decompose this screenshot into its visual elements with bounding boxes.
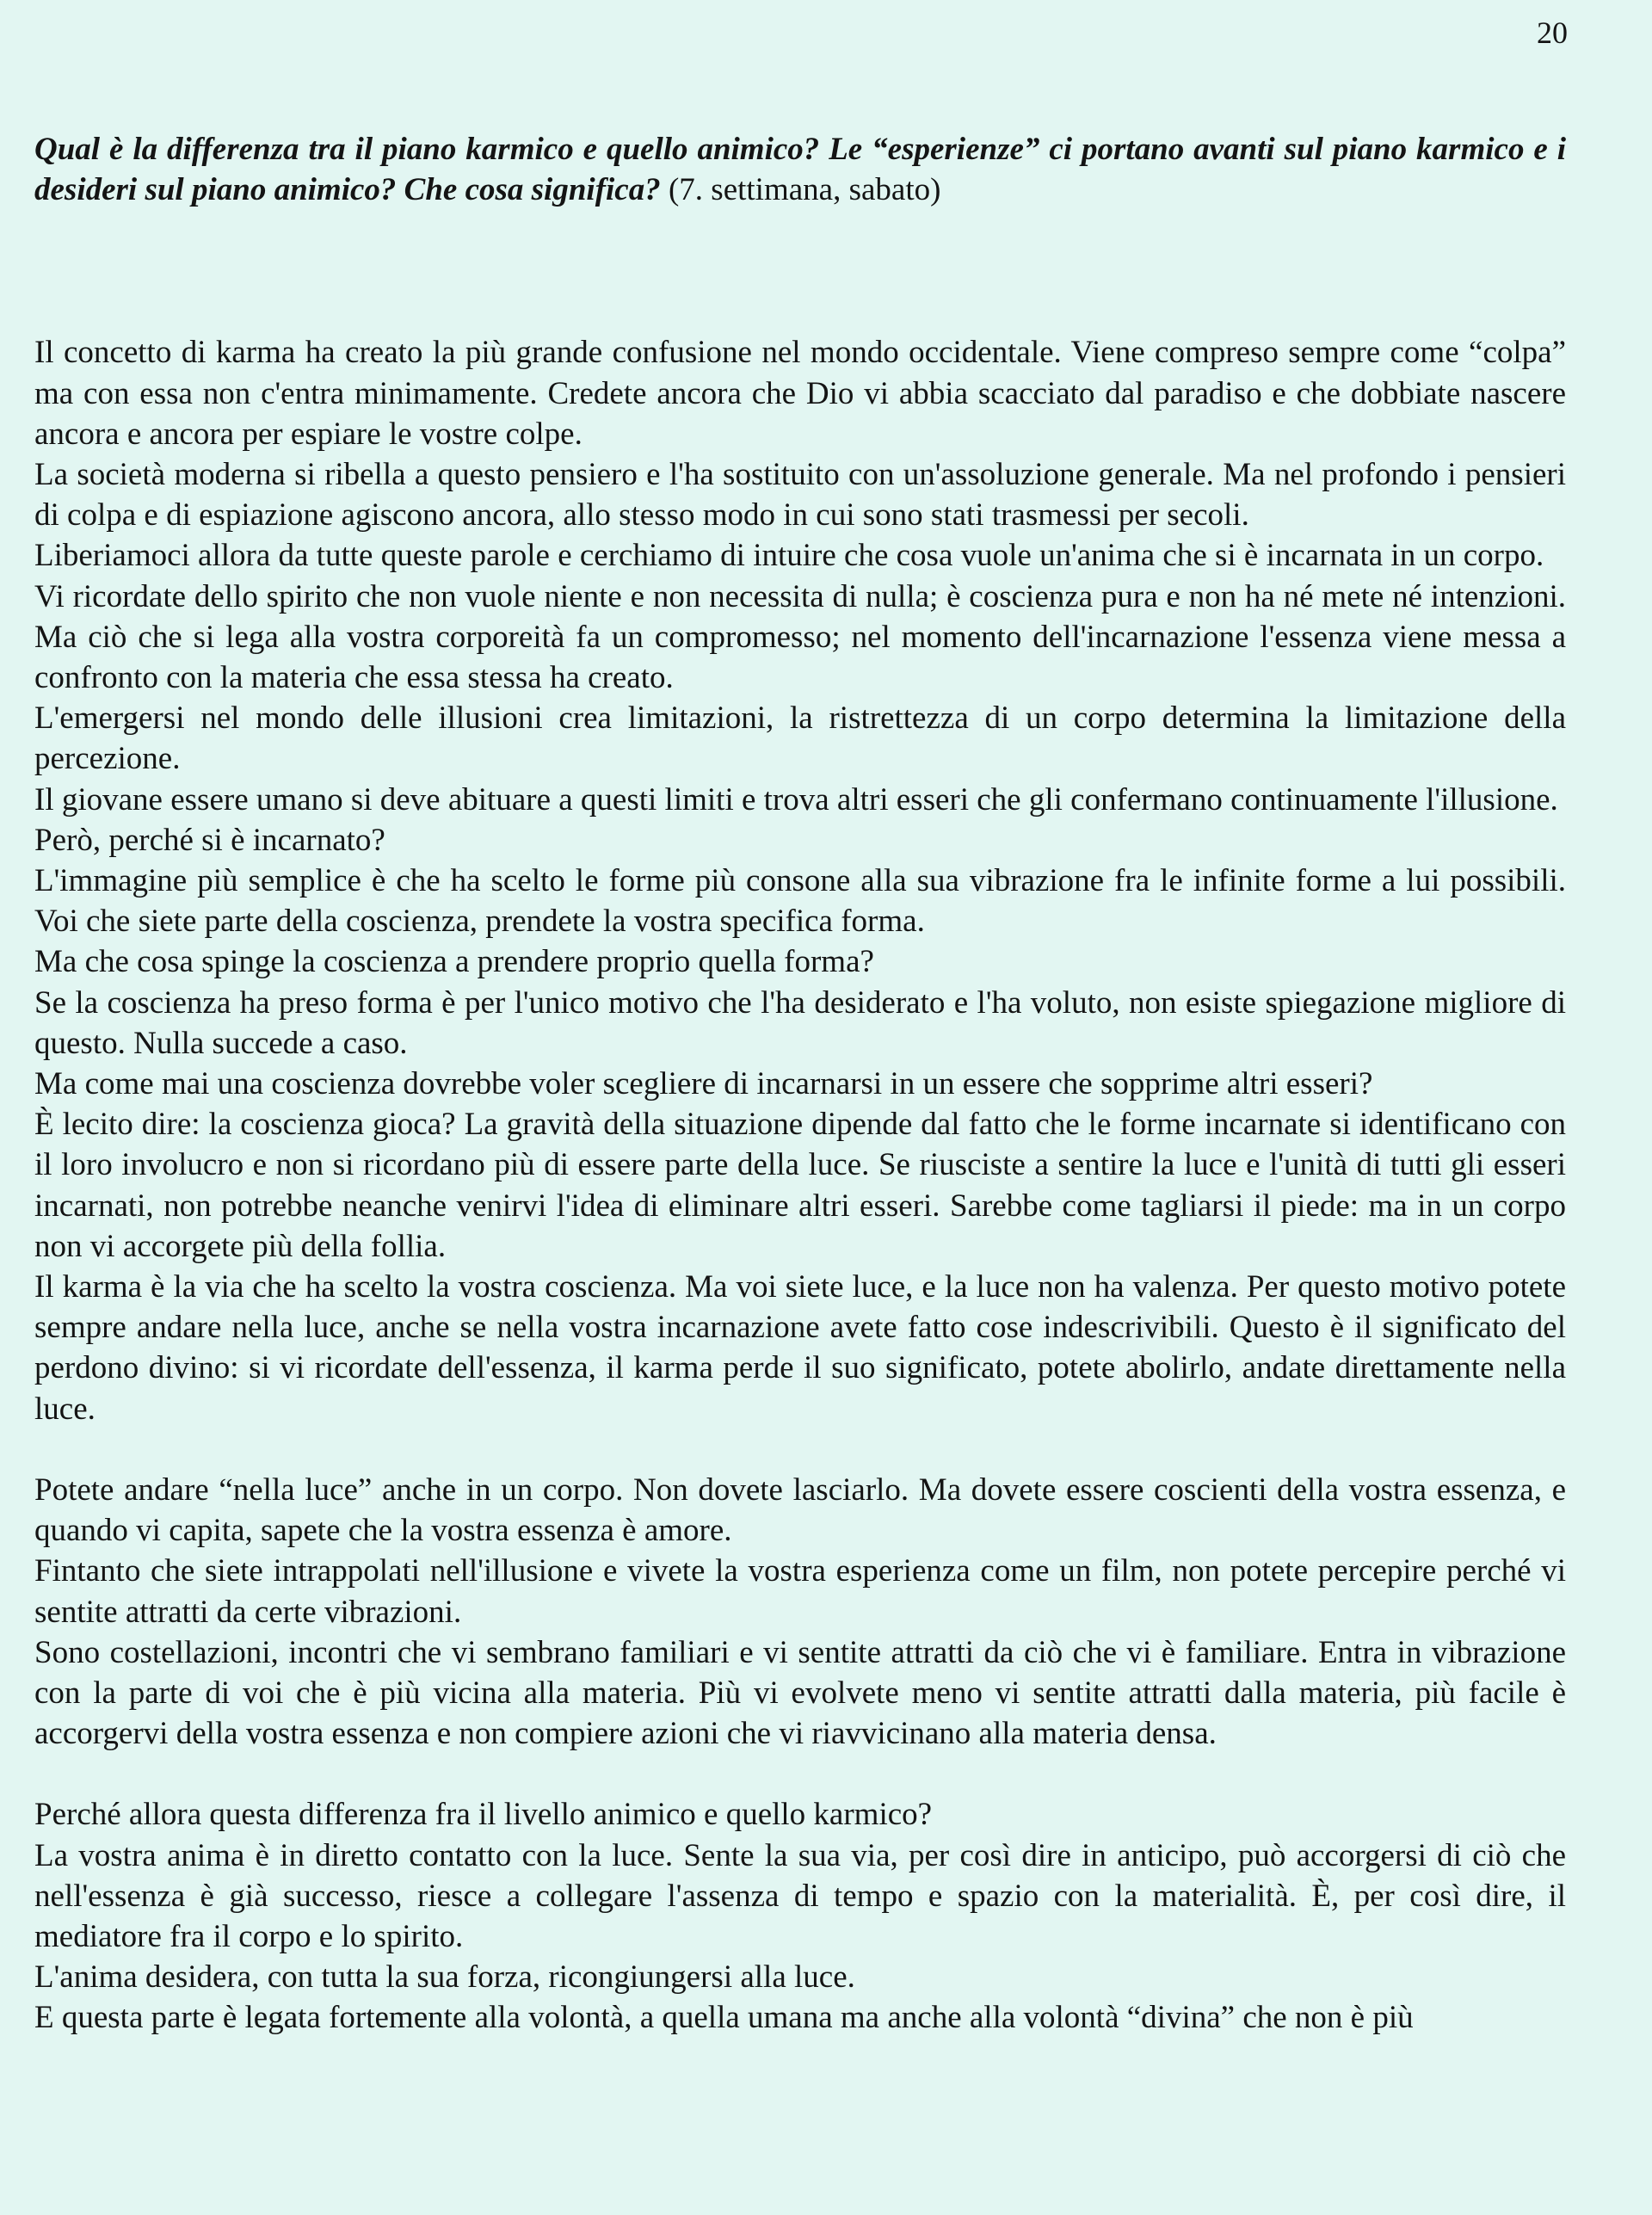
paragraph: L'anima desidera, con tutta la sua forza, ricongiungersi alla luce. xyxy=(34,1959,855,1996)
paragraph: La società moderna si ribella a questo pensiero e l'ha sostituito con un'assoluzione generale. Ma nel profondo i pensieri di colpa e di espiazione agiscono ancora, allo stesso modo in cui sono stati trasmessi per secoli. xyxy=(34,457,1566,534)
text-section xyxy=(34,1470,1566,1754)
paragraph: Liberiamoci allora da tutte queste parole e cerchiamo di intuire che cosa vuole un'anima che si è incarnata in un corpo. xyxy=(34,538,1544,574)
paragraph: La vostra anima è in diretto contatto con la luce. Sente la sua via, per così dire in anticipo, può accorgersi di ciò che nell'essenza è già successo, riesce a collegare l'assenza di tempo e spazio con la materialità. È, per così dire, il mediatore fra il corpo e lo spirito. xyxy=(34,1837,1566,1954)
paragraph: Perché allora questa differenza fra il livello animico e quello karmico? xyxy=(34,1797,933,1833)
paragraph: L'immagine più semplice è che ha scelto le forme più consone alla sua vibrazione fra le infinite forme a lui possibili. Voi che siete parte della coscienza, prendete la vostra specifica forma. xyxy=(34,863,1566,940)
paragraph: Ma che cosa spinge la coscienza a prendere proprio quella forma? xyxy=(34,944,874,980)
paragraph: È lecito dire: la coscienza gioca? La gravità della situazione dipende dal fatto che le forme incarnate si identificano con il loro involucro e non si ricordano più di essere parte della luce. Se riusciste a sentire la luce e l'unità di tutti gli esseri incarnati, non potrebbe neanche venirvi l'idea di eliminare altri esseri. Sarebbe come tagliarsi il piede: ma in un corpo non vi accorgete più della follia. xyxy=(34,1107,1566,1264)
question-reference: (7. settimana, sabato) xyxy=(668,172,941,208)
paragraph: Il giovane essere umano si deve abituare a questi limiti e trova altri esseri che gli confermano continuamente l'illusione. xyxy=(34,781,1558,818)
paragraph: Vi ricordate dello spirito che non vuole niente e non necessita di nulla; è coscienza pura e non ha né mete né intenzioni. Ma ciò che si lega alla vostra corporeità fa un compromesso; nel momento dell'incarnazione l'essenza viene messa a confronto con la materia che essa stessa ha creato. xyxy=(34,578,1566,696)
paragraph: Il concetto di karma ha creato la più grande confusione nel mondo occidentale. Viene compreso sempre come “colpa” ma con essa non c'entra minimamente. Credete ancora che Dio vi abbia scacciato dal paradiso e che dobbiate nascere ancora e ancora per espiare le vostre colpe. xyxy=(34,335,1566,452)
paragraph: E questa parte è legata fortemente alla volontà, a quella umana ma anche alla volontà “divina” che non è più xyxy=(34,2000,1414,2036)
paragraph: Il karma è la via che ha scelto la vostra coscienza. Ma voi siete luce, e la luce non ha valenza. Per questo motivo potete sempre andare nella luce, anche se nella vostra incarnazione avete fatto cose indescrivibili. Questo è il significato del perdono divino: si vi ricordate dell'essenza, il karma perde il suo significato, potete abolirlo, andate direttamente nella luce. xyxy=(34,1269,1566,1427)
page-number: 20 xyxy=(1537,15,1568,50)
paragraph: Ma come mai una coscienza dovrebbe voler scegliere di incarnarsi in un essere che sopprime altri esseri? xyxy=(34,1066,1373,1102)
body-text xyxy=(34,332,1566,2038)
paragraph: Sono costellazioni, incontri che vi sembrano familiari e vi sentite attratti da ciò che vi è familiare. Entra in vibrazione con la parte di voi che è più vicina alla materia. Più vi evolvete meno vi sentite attratti dalla materia, più facile è accorgervi della vostra essenza e non compiere azioni che vi riavvicinano alla materia densa. xyxy=(34,1634,1566,1752)
page-content xyxy=(34,129,1566,2039)
paragraph: Se la coscienza ha preso forma è per l'unico motivo che l'ha desiderato e l'ha voluto, non esiste spiegazione migliore di questo. Nulla succede a caso. xyxy=(34,984,1566,1061)
question-text: Qual è la differenza tra il piano karmico e quello animico? Le “esperienze” ci portano avanti sul piano karmico e i desideri sul piano animico? Che cosa significa? xyxy=(34,132,1566,208)
text-section xyxy=(34,332,1566,1428)
paragraph: Potete andare “nella luce” anche in un corpo. Non dovete lasciarlo. Ma dovete essere coscienti della vostra essenza, e quando vi capita, sapete che la vostra essenza è amore. xyxy=(34,1472,1566,1549)
question-heading xyxy=(34,129,1566,210)
paragraph: Però, perché si è incarnato? xyxy=(34,822,385,858)
paragraph: L'emergersi nel mondo delle illusioni crea limitazioni, la ristrettezza di un corpo determina la limitazione della percezione. xyxy=(34,700,1566,777)
text-section xyxy=(34,1794,1566,2038)
paragraph: Fintanto che siete intrappolati nell'illusione e vivete la vostra esperienza come un film, non potete percepire perché vi sentite attratti da certe vibrazioni. xyxy=(34,1553,1566,1630)
